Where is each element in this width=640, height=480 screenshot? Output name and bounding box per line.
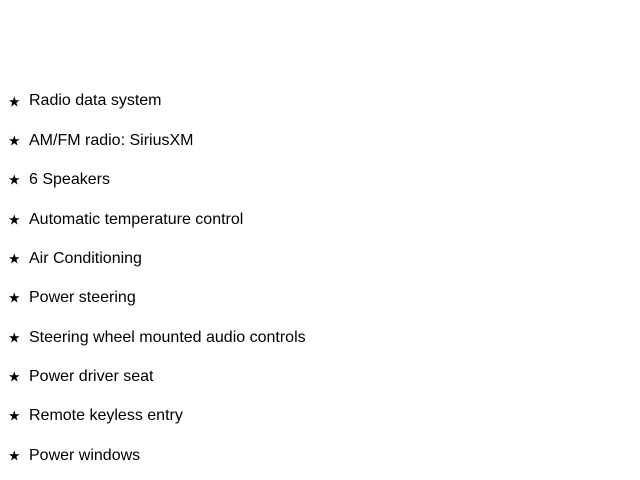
feature-label: AM/FM radio: SiriusXM xyxy=(29,131,194,149)
star-bullet-icon: ★ xyxy=(8,407,21,424)
feature-list-item xyxy=(8,121,628,160)
feature-list-item xyxy=(8,82,628,121)
star-bullet-icon: ★ xyxy=(8,250,21,267)
feature-list-item xyxy=(8,161,628,200)
feature-list-item xyxy=(8,397,628,436)
star-bullet-icon: ★ xyxy=(8,447,21,464)
star-bullet-icon: ★ xyxy=(8,329,21,346)
star-bullet-icon: ★ xyxy=(8,211,21,228)
feature-list-item xyxy=(8,436,628,475)
feature-label: Steering wheel mounted audio controls xyxy=(29,328,306,346)
feature-label: Power steering xyxy=(29,289,136,307)
feature-label: Power driver seat xyxy=(29,367,154,385)
star-bullet-icon: ★ xyxy=(8,171,21,188)
feature-label: Automatic temperature control xyxy=(29,210,244,228)
feature-list-item xyxy=(8,279,628,318)
feature-label: Radio data system xyxy=(29,92,162,110)
feature-list xyxy=(8,82,628,475)
star-bullet-icon: ★ xyxy=(8,289,21,306)
feature-list-item xyxy=(8,200,628,239)
feature-label: Air Conditioning xyxy=(29,249,142,267)
feature-list-item xyxy=(8,357,628,396)
star-bullet-icon: ★ xyxy=(8,93,21,110)
feature-label: Remote keyless entry xyxy=(29,407,183,425)
star-bullet-icon: ★ xyxy=(8,132,21,149)
star-bullet-icon: ★ xyxy=(8,368,21,385)
feature-list-item xyxy=(8,239,628,278)
feature-label: 6 Speakers xyxy=(29,171,110,189)
feature-list-item xyxy=(8,318,628,357)
feature-label: Power windows xyxy=(29,446,141,464)
